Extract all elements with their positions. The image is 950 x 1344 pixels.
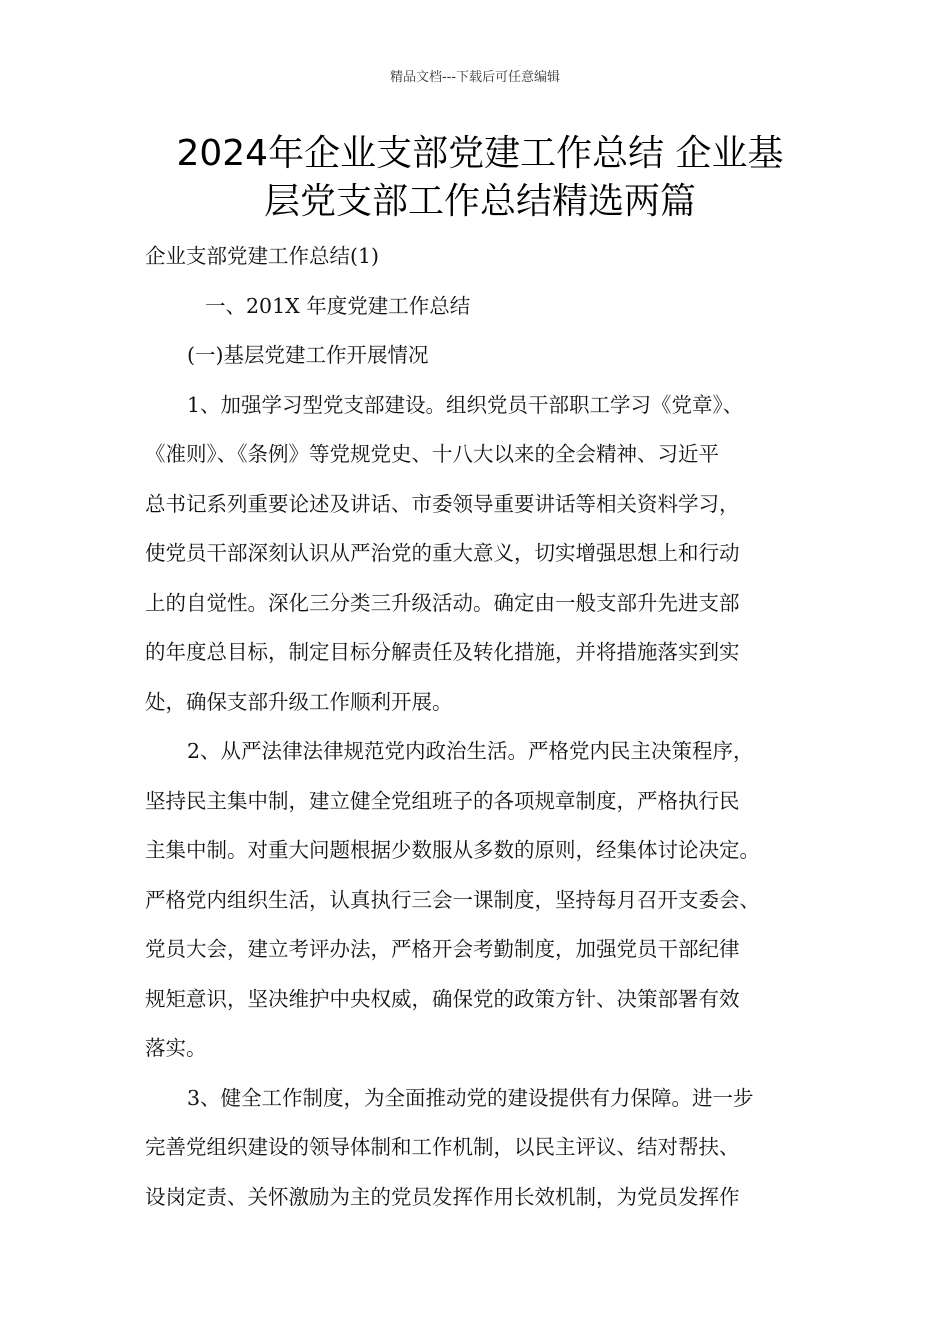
paragraph-line: 落实。 — [145, 1036, 207, 1060]
title-line-1: 2024年企业支部党建工作总结 企业基 — [176, 133, 784, 174]
subsection-heading: (一)基层党建工作开展情况 — [187, 343, 429, 367]
title-line-2: 层党支部工作总结精选两篇 — [263, 181, 696, 222]
subsection-heading: 一、201X 年度党建工作总结 — [205, 293, 471, 318]
paragraph-line: 完善党组织建设的领导体制和工作机制，以民主评议、结对帮扶、 — [145, 1135, 740, 1159]
paragraph-line: 《准则》、《条例》等党规党史、十八大以来的全会精神、习近平 — [145, 442, 719, 466]
paragraph-line: 使党员干部深刻认识从严治党的重大意义，切实增强思想上和行动 — [145, 541, 740, 565]
paragraph-line: 主集中制。对重大问题根据少数服从多数的原则，经集体讨论决定。 — [145, 838, 760, 862]
paragraph-line: 总书记系列重要论述及讲话、市委领导重要讲话等相关资料学习， — [145, 491, 740, 516]
paragraph-line: 党员大会，建立考评办法，严格开会考勤制度，加强党员干部纪律 — [145, 937, 740, 961]
paragraph-line: 1、加强学习型党支部建设。组织党员干部职工学习《党章》、 — [187, 392, 744, 417]
paragraph-line: 坚持民主集中制，建立健全党组班子的各项规章制度，严格执行民 — [145, 788, 740, 813]
paragraph-line: 严格党内组织生活，认真执行三会一课制度，坚持每月召开支委会、 — [145, 887, 760, 912]
paragraph-line: 2、从严法律法律规范党内政治生活。严格党内民主决策程序， — [187, 739, 754, 763]
document-title — [140, 130, 820, 226]
paragraph-line: 设岗定责、关怀激励为主的党员发挥作用长效机制，为党员发挥作 — [145, 1184, 740, 1209]
header-note: 精品文档---下载后可任意编辑 — [389, 70, 561, 85]
section-heading: 企业支部党建工作总结(1) — [145, 244, 380, 268]
paragraph-line: 的年度总目标，制定目标分解责任及转化措施，并将措施落实到实 — [145, 640, 740, 664]
paragraph-line: 规矩意识，坚决维护中央权威，确保党的政策方针、决策部署有效 — [145, 986, 740, 1011]
paragraph-line: 上的自觉性。深化三分类三升级活动。确定由一般支部升先进支部 — [145, 590, 740, 615]
document-body — [145, 232, 825, 1222]
paragraph-line: 3、健全工作制度，为全面推动党的建设提供有力保障。进一步 — [187, 1085, 754, 1110]
paragraph-line: 处，确保支部升级工作顺利开展。 — [145, 689, 453, 714]
